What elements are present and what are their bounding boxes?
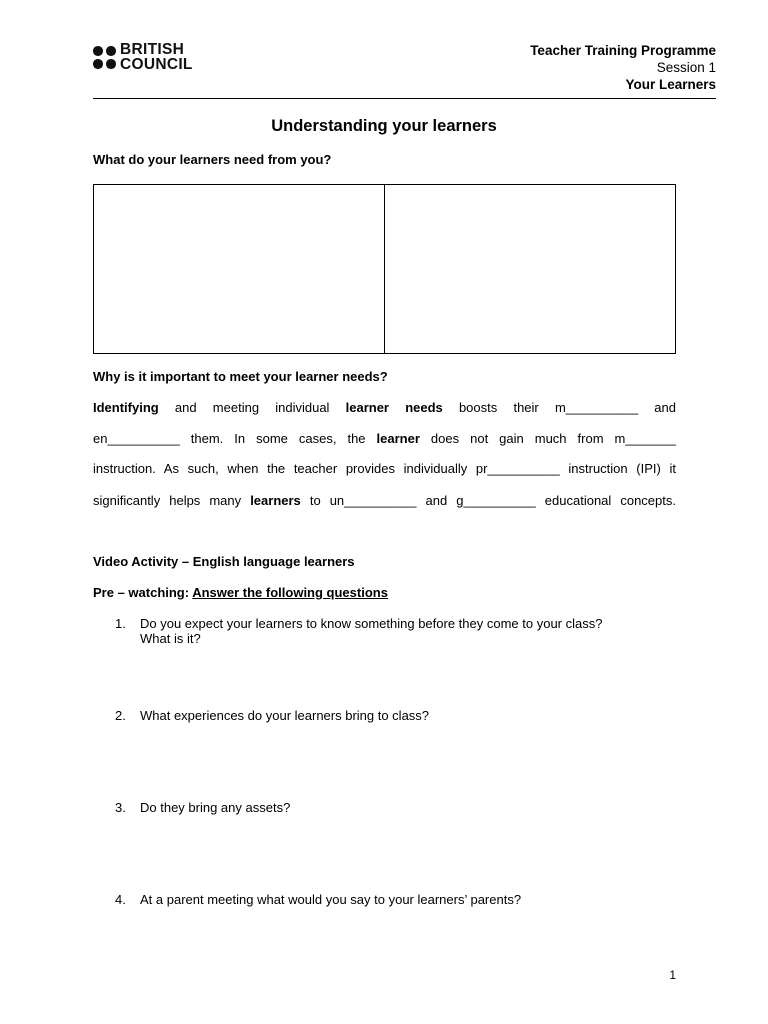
- paragraph-line-3: instruction. As such, when the teacher provides individually pr__________ instruction (IPI) it: [93, 461, 676, 476]
- question-item-2: [115, 708, 675, 723]
- word-learners: learners: [250, 493, 301, 508]
- text-segment: does not gain much from m_______: [430, 431, 676, 446]
- why-important-question: Why is it important to meet your learner needs?: [93, 369, 388, 384]
- british-council-logo: [93, 42, 193, 72]
- word-learner: learner: [376, 431, 420, 446]
- text-segment: significantly helps many: [93, 493, 242, 508]
- question-number: 2.: [115, 708, 126, 723]
- logo-wordmark: [120, 42, 193, 72]
- pre-watching-instruction: Answer the following questions: [192, 585, 388, 600]
- document-header: [530, 42, 716, 93]
- question-line-1: Do you expect your learners to know something before they come to your class?: [140, 616, 603, 631]
- logo-dots-icon: [93, 46, 115, 68]
- logo-line-1: BRITISH: [120, 41, 185, 58]
- page-title: Understanding your learners: [271, 117, 497, 135]
- question-line-2: What is it?: [140, 631, 201, 646]
- question-text: At a parent meeting what would you say to your learners’ parents?: [140, 892, 522, 907]
- word: and: [174, 400, 197, 415]
- word-learner: learner: [345, 400, 389, 415]
- question-text: What experiences do your learners bring to class?: [140, 708, 430, 723]
- question-text: Do they bring any assets?: [140, 800, 291, 815]
- question-item-4: [115, 892, 675, 907]
- answer-cell-left[interactable]: [94, 185, 384, 353]
- word-needs: needs: [405, 400, 443, 415]
- blank-word: m__________: [554, 400, 639, 415]
- session-label: Session 1: [656, 60, 716, 75]
- text-segment: en__________ them. In some cases, the: [93, 431, 366, 446]
- pre-watching-label: Pre – watching:: [93, 585, 190, 600]
- video-activity-heading: Video Activity – English language learners: [93, 554, 355, 569]
- paragraph-line-1: [93, 400, 676, 415]
- word: individual: [275, 400, 330, 415]
- word-identifying: Identifying: [93, 400, 159, 415]
- section-label: Your Learners: [625, 77, 716, 92]
- word: boosts: [458, 400, 498, 415]
- text-segment: to un__________ and g__________ educational concepts.: [309, 493, 676, 508]
- word: and: [654, 400, 676, 415]
- pre-watching-heading: [93, 585, 388, 600]
- question-number: 4.: [115, 892, 126, 907]
- learner-needs-question: What do your learners need from you?: [93, 152, 332, 167]
- paragraph-line-4: [93, 493, 676, 508]
- question-text: [140, 616, 602, 646]
- word: their: [513, 400, 539, 415]
- question-number: 1.: [115, 616, 126, 631]
- question-number: 3.: [115, 800, 126, 815]
- question-item-3: [115, 800, 675, 815]
- paragraph-line-2: [93, 431, 676, 446]
- word: meeting: [212, 400, 260, 415]
- answer-table: [93, 184, 676, 354]
- page-number: 1: [669, 968, 676, 982]
- answer-cell-right[interactable]: [384, 185, 675, 353]
- question-item-1: [115, 616, 675, 646]
- logo-line-2: COUNCIL: [120, 56, 193, 73]
- programme-title: Teacher Training Programme: [530, 43, 716, 58]
- header-divider: [93, 98, 716, 99]
